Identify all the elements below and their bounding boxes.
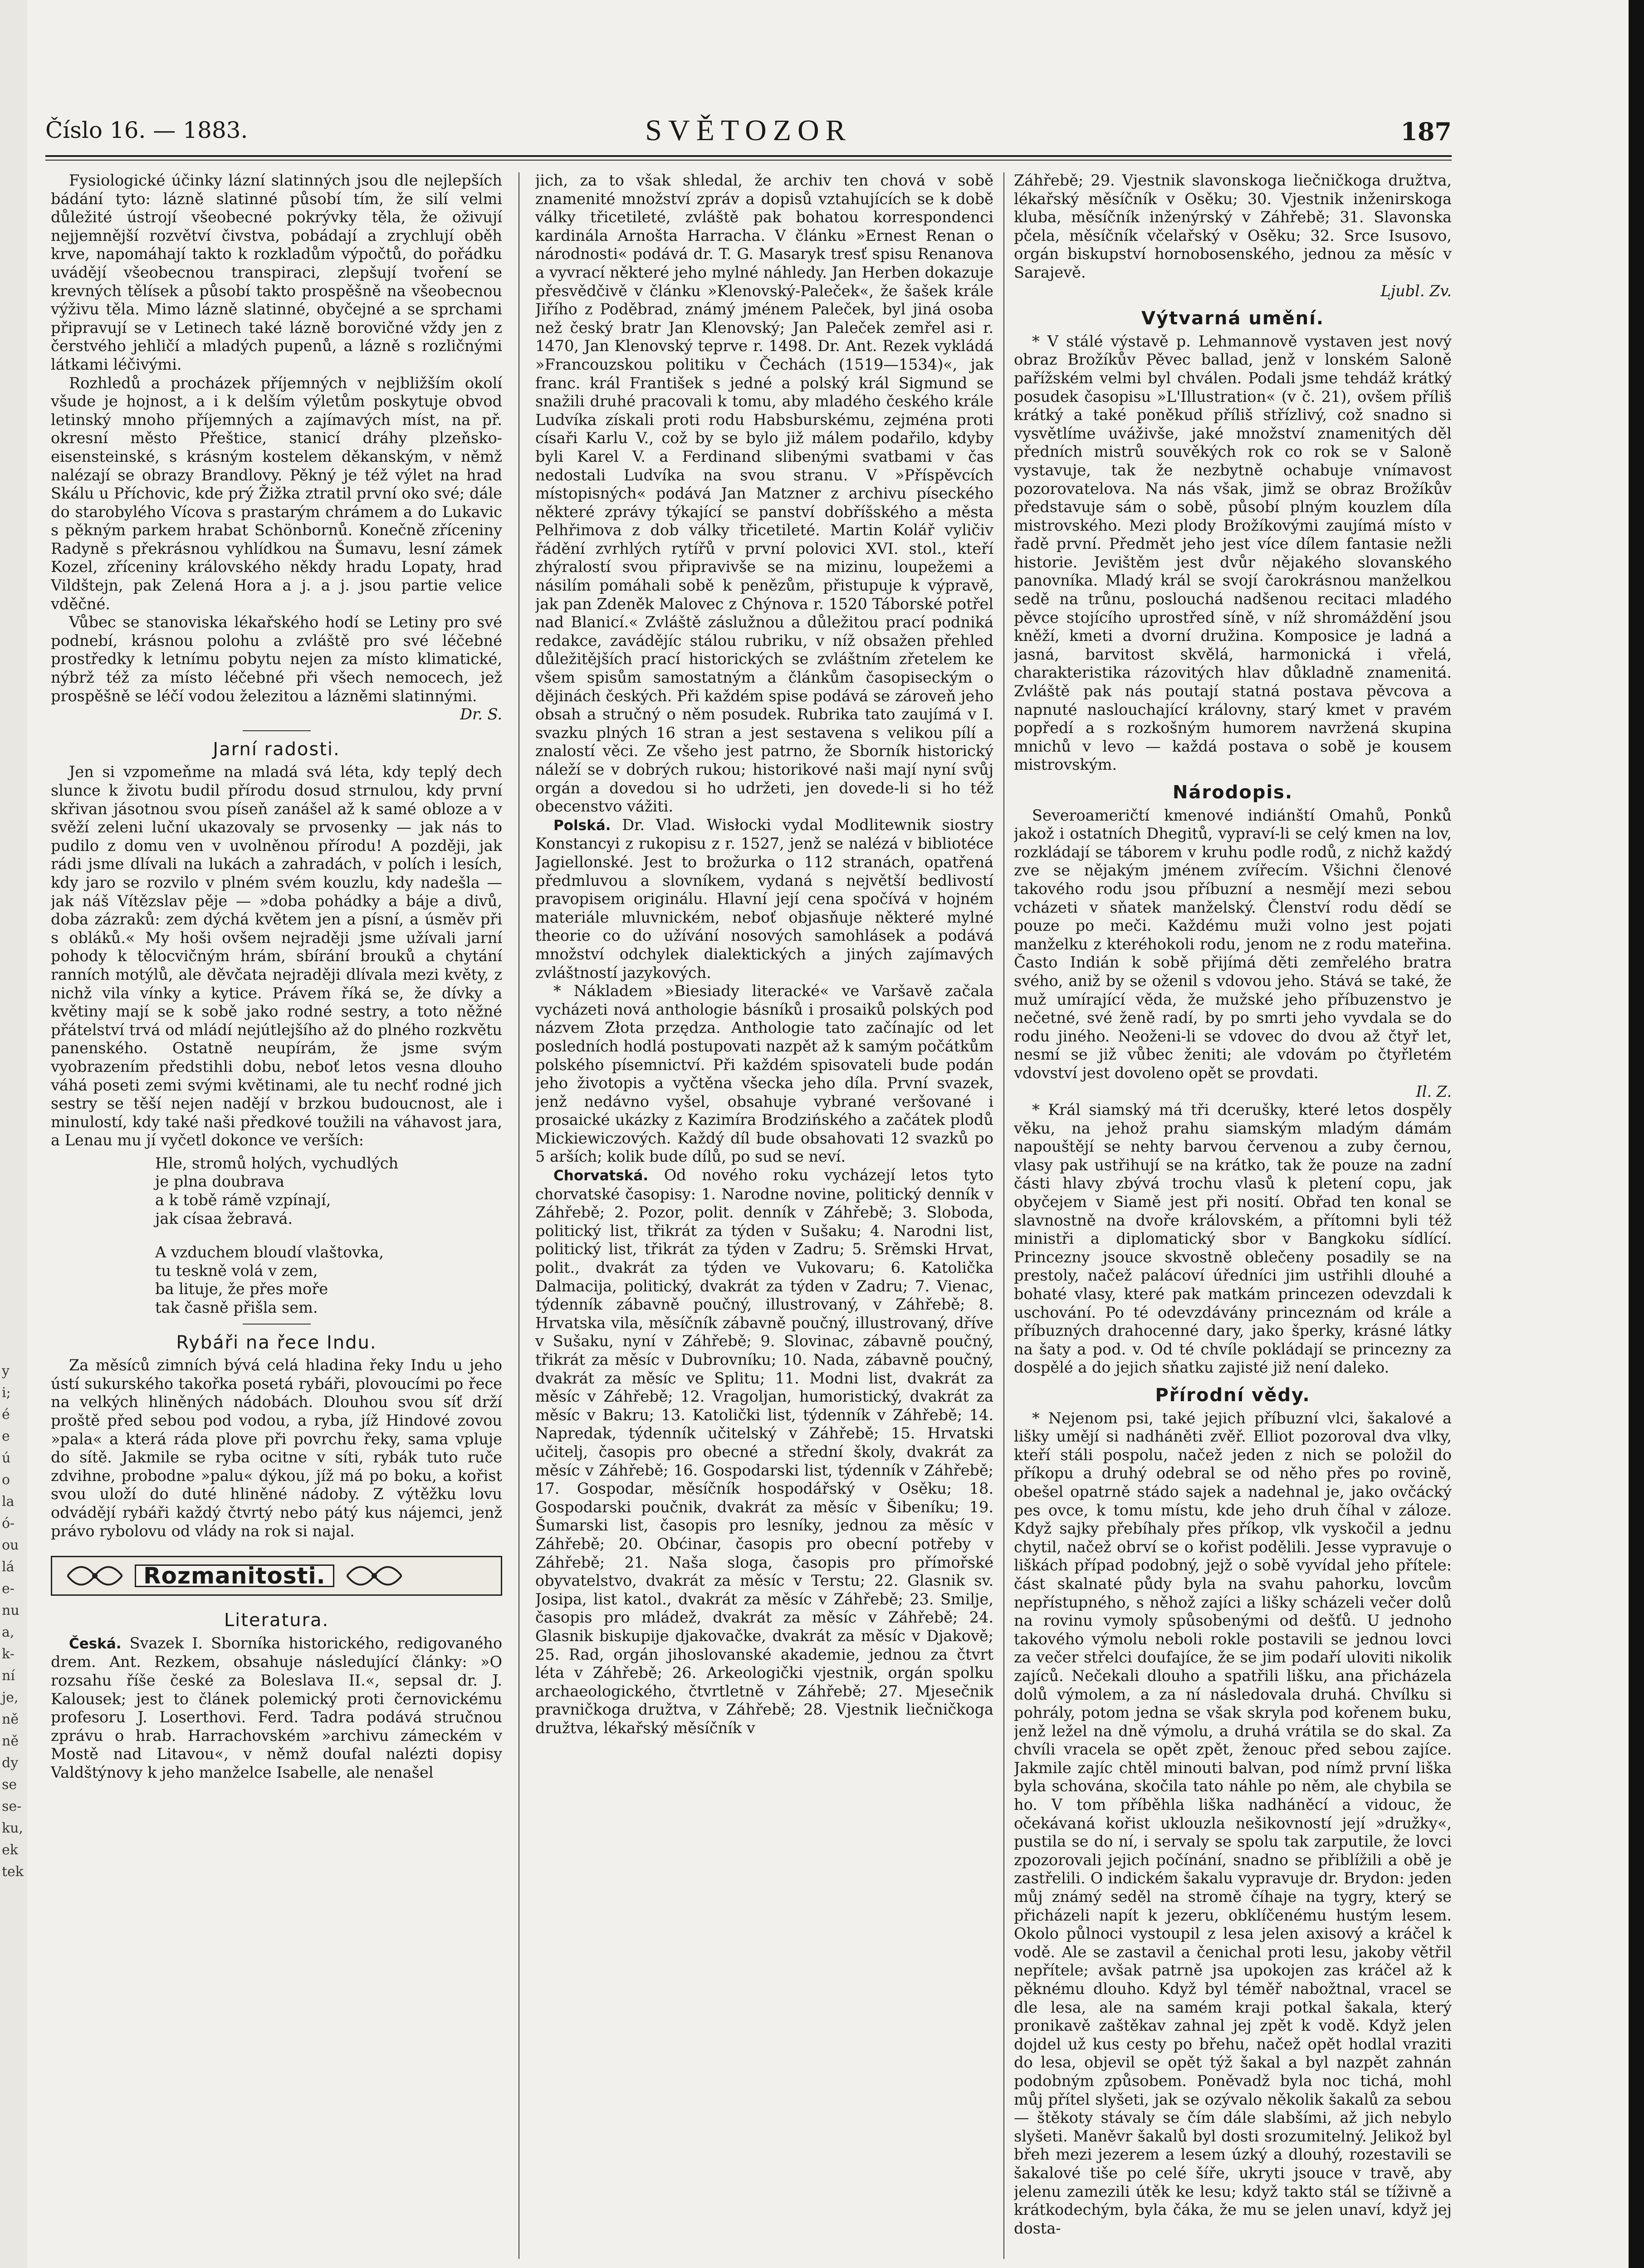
paragraph bbox=[535, 816, 993, 982]
column-1 bbox=[51, 171, 502, 2267]
margin-fragment: e- bbox=[2, 1581, 15, 1597]
margin-fragment: ku, bbox=[2, 1820, 24, 1836]
margin-fragment: tek bbox=[2, 1864, 24, 1880]
paragraph: Rozhledů a procházek příjemných v nejbližším okolí všude je hojnost, a i k delším výletům poskytuje obvod letinský mnoho příjemných a zajímavých míst, na př. okresní město Přeštice, stanicí dráhy plzeňsko-eisensteinské, s krásným kostelem děkanským, v němž nalézají se obrazy Brandlovy. Pěkný je též výlet na hrad Skálu u Příchovic, kde prý Žižka ztratil první oko své; dále do starobylého Vícova s prastarým chrámem a do Lukavic s pěkným parkem hrabat Schönbornů. Konečně zříceniny Radyně s překrásnou vyhlídkou na Šumavu, lesní zámek Kozel, zříceniny královského někdy hradu Lopaty, hrad Vildštejn, pak Zelená Hora a j. a j. jsou partie velice vděčné. bbox=[51, 374, 502, 613]
column-2 bbox=[535, 171, 993, 2267]
section-title-vytvarna-umeni: Výtvarná umění. bbox=[1141, 308, 1324, 329]
margin-fragment: nu bbox=[2, 1603, 20, 1618]
margin-fragment: é bbox=[2, 1407, 10, 1422]
journal-title: SVĚTOZOR bbox=[645, 114, 852, 147]
margin-fragment: y bbox=[2, 1363, 10, 1379]
section-title-prirodni-vedy: Přírodní vědy. bbox=[1155, 1385, 1311, 1406]
paragraph-text: Dr. Vlad. Wisłocki vydal Modlitewnik siostry Konstancyi z rukopisu z r. 1527, jenž se nalézá v bibliotéce Jagiellonské. Jest to brožurka o 112 stranách, opatřená předmluvou a slovníkem, vydaná s největší bedlivostí pravopisem originálu. Hlavní její cena spočívá v hojném materiále mluvnickém, neboť objasňuje některé mylné theorie co do užívání nosových samohlásek a podává množství odchylek dialektických a jiných zajímavých zvláštností jazykových. bbox=[535, 816, 993, 982]
poem-verses bbox=[155, 1154, 502, 1317]
page-number: 187 bbox=[1400, 117, 1452, 146]
paragraph: Záhřebě; 29. Vjestnik slavonskoga liečničkoga družtva, lékařský měsíčník v Osěku; 30. Vjestnik inženirskoga kluba, měsíčník inženýrský v Záhřebě; 31. Slavonska pčela, měsíčník včelařský v Osěku; 32. Srce Isusovo, orgán biskupství hornobosenského, jednou za měsíc v Sarajevě. bbox=[1014, 171, 1452, 281]
margin-fragment: a, bbox=[2, 1624, 15, 1640]
separator bbox=[243, 730, 311, 731]
page-left-edge bbox=[0, 0, 27, 2268]
section-title-rybari: Rybáři na řece Indu. bbox=[176, 1332, 377, 1353]
margin-fragment: ní bbox=[2, 1668, 15, 1684]
margin-fragment: ně bbox=[2, 1711, 19, 1727]
paragraph: * Nejenom psi, také jejich příbuzní vlci, šakalové a lišky umějí si nadháněti zvěř. Elliot pozoroval dva vlky, kteří stáli pospolu, načež jeden z nich se položil do příkopu a druhý odebral se od něho přes po rovině, obešel opatrně stádo sajek a nadehnal je, jako ovčácký pes ovce, k tomu místu, kde jeho druh číhal v záloze. Když sajky přebíhaly přes příkop, vlk vyskočil a jednu chytil, načež obrví se o kořist podělili. Jesse vypravuje o liškách případ podobný, jejž o sobě vyvídal jeho přítele: část skalnaté půdy byla na svahu pahorku, lovcům nepřístupného, s něhož zajíci a lišky scházeli večer dolů na rovinu vymoly spůsobenými od dešťů. U jednoho takového výmolu neboli rokle postavili se jednou lovci za večer střelci doufajíce, že se jim podaří uloviti nikolik zajíců. Nečekali dlouho a spatřili lišku, ana přicházela dolů výmolem, a za ní následovala druhá. Chvílku si pohrály, potom jedna se však skryla pod kořenem buku, jenž ležel na dně výmolu, a druhá vrátila se do skal. Za chvíli vracela se opět zpět, ženouc před sebou zajíce. Jakmile zajíc chtěl minouti balvan, pod nímž první liška byla schována, skočila tato náhle po něm, ale chybila se ho. V tom příběhla liška nadháněcí a vidouc, že očekávaná kořist uklouzla nešikovností její »družky«, pustila se do ní, i servaly se spolu tak zarputile, že lovci zpozorovali jejich počínání, snadno se přiblížili a obě je zastřelili. O indickém šakalu vypravuje dr. Brydon: jeden můj známý seděl na stromě číhaje na tygry, který se přicházeli napít k jezeru, obklíčenému hustým lesem. Okolo půlnoci vystoupil z lesa jelen axisový a kráčel k vodě. Ale se zastavil a čenichal proti lesu, jakoby větřil nepřítele; avšak patrně jsa upokojen zas kráčel až k pěknému dlouho. Když byl téměř nabožtnal, vracel se dle lesa, ale na samém kraji potkal šakala, který pronikavě zaštěkav zahnal jej zpět k vodě. Když jelen dojdel už kus cesty po břehu, načež opět hodlal vraziti do lesa, objevil se opět týž šakal a byl nazpět zahnán podobným způsobem. Poněvadž byla noc tichá, mohl můj přítel slyšeti, jak se ozývalo několik šakalů za sebou — štěkoty stávaly se čím dále slabšími, až jich nebylo slyšeti. Maněvr šakalů byl dosti srozumitelný. Jelikož byl břeh mezi jezerem a lesem úzký a dlouhý, rozestavili se šakalové tiše po celé šíře, ukryti jsouce v travě, aby jelenu zamezili útěk ke lesu; když takto stál se tíživně a krátkodechým, byla čáka, že mu se jelen unaví, když jej dosta- bbox=[1014, 1409, 1452, 2237]
banner-title: Rozmanitosti. bbox=[135, 1564, 334, 1588]
signature: Ljubl. Zv. bbox=[1380, 282, 1452, 300]
margin-fragment: ou bbox=[2, 1537, 19, 1553]
margin-fragment: i; bbox=[2, 1385, 11, 1401]
verse-line: Hle, stromů holých, vychudlých bbox=[155, 1154, 399, 1172]
ornament-icon bbox=[342, 1562, 406, 1590]
ornament-icon bbox=[63, 1562, 127, 1590]
paragraph: Fysiologické účinky lázní slatinných jsou dle nejlepších bádání tyto: lázně slatinné působí tím, že silí velmi důležité ústrojí všeobecné pokrývky těla, že oživují nejjemnější rozvětví čivstva, pobádají a zrychlují oběh krve, napomáhají takto k rozkladům výpočtů, do pořádku uvádějí všeobecnou transpiraci, zlepšují tvoření se krevných tělísek a působí takto prospěšně na všeobecnou výživu těla. Mimo lázně slatinné, obyčejné a se sprchami připravují se v Letinech také lázně borovičné vždy jen z čerstvého jehličí a mladých pupenů, a lázně s rozličnými látkami léčivými. bbox=[51, 171, 502, 373]
margin-fragment: ó- bbox=[2, 1515, 15, 1531]
paragraph bbox=[535, 1166, 993, 1737]
section-title-narodopis: Národopis. bbox=[1172, 782, 1293, 803]
run-in-heading-ceska: Česká. bbox=[69, 1635, 122, 1652]
margin-fragment: o bbox=[2, 1472, 10, 1488]
paragraph: * Nákladem »Biesiady literacké« ve Varšavě začala vycházeti nová anthologie básníků i prosaiků polských pod názvem Złota przędza. Anthologie tato začínajíc od let posledních hodlá postupovati nazpět až k samým počátkům polského písemnictví. Při každém spisovateli bude podán jeho životopis a vyčtěna všecka jeho díla. První svazek, jenž nedávno vyšel, obsahuje vybrané veršované i prosaické ukázky z Kazimíra Brodzińského a začátek plodů Mickiewiczových. Každý díl bude obsahovati 12 svazků po 5 arších; kolik bude dílů, po sud se neví. bbox=[535, 982, 993, 1166]
paragraph: Severoameričtí kmenové indiánští Omahů, Ponků jakož i ostatních Dhegitů, vypraví-li se celý kmen na lov, rozkládají se táborem v kruhu podle rodů, z nichž každý zve se nějakým jménem zvířecím. Všichni členové takového rodu jsou příbuzní a nesmějí mezi sebou vcházeti v sňatek manželský. Členství rodu dědí se pouze po meči. Každému muži volno jest pojati manželku z kteréhokoli rodu, jenom ne z rodu mateřina. Často Indián k sobě přijímá děti zemřelého bratra svého, aniž by se oženil s vdovou jeho. Stává se také, že muž umírající věda, že mužské jeho příbuzenstvo je nečetné, své ženě radí, by po smrti jeho vyvdala se do rodu jiného. Neoženi-li se vdovec do dvou až čtyř let, nesmí se již vůbec ženiti; ale vdovám po čtyřletém vdovství jest dovoleno opět se provdati. bbox=[1014, 806, 1452, 1082]
margin-fragment: se bbox=[2, 1777, 17, 1793]
section-title-literatura: Literatura. bbox=[224, 1610, 329, 1631]
verse-line: tak časně přišla sem. bbox=[155, 1299, 318, 1317]
margin-fragment: ú bbox=[2, 1450, 11, 1466]
section-title-jarni-radosti: Jarní radosti. bbox=[213, 738, 340, 760]
paragraph: * V stálé výstavě p. Lehmannově vystaven jest nový obraz Brožíkův Pěvec ballad, jenž v lonském Saloně pařížském velmi byl chválen. Podali jsme tehdáž krátký posudek časopisu »L'Illustration« (v č. 21), ovšem příliš krátký a také poněkud příliš střízlivý, což snadno si vysvětlíme uváživše, jaké množství znamenitých děl předních mistrů souvěkých rok co rok se v Saloně vystavuje, tak že nezbytně ochabuje vnímavost pozorovatelova. Na nás však, jimž se obraz Brožíkův představuje sám o sobě, působí plným kouzlem díla mistrovského. Mezi plody Brožíkovými zaujímá místo v řadě první. Předmět jeho jest více dílem fantasie nežli historie. Jevištěm jest dvůr nějakého slovanského panovníka. Mladý král se svojí čarokrásnou manželkou sedě na trůnu, poslouchá nadšenou recitaci mladého pěvce stojícího uprostřed síně, v níž shromáždění jsou kněží, kmeti a dvorní družina. Komposice je ladná a jasná, barvitost skvělá, harmonická i vřelá, charakteristika rázovitých hlav důkladně znamenitá. Zvláště pak nás poutají statná postava pěvcova a napnuté naslouchající královny, starý kmet v pravém popředí a s rozkošným humorem navržená skupina mnichů v levo — každá postava o sobě je kousem mistrovským. bbox=[1014, 332, 1452, 774]
run-in-heading-chorvatska: Chorvatská. bbox=[553, 1168, 649, 1184]
column-3 bbox=[1014, 171, 1452, 2267]
margin-fragment: ně bbox=[2, 1733, 19, 1749]
issue-number: Číslo 16. — 1883. bbox=[45, 117, 248, 143]
left-margin-text-fragments bbox=[2, 1361, 24, 1883]
paragraph: Za měsíců zimních bývá celá hladina řeky Indu u jeho ústí sukurského takořka posetá rybáři, plovoucími po řece na velkých hliněných nádobách. Dlouhou svou síť drží proště před sebou pod vodou, a ryba, jíž Hindové zovou »pala« a která ráda plove při povrchu řeky, sama vpluje do sítě. Jakmile se ryba ocitne v síti, rybák tuto ruče zdvihne, probodne »palu« dýkou, jíž má po boku, a kořist svou uloží do duté hliněné nádoby. Z výtěžku lovu odvádějí rybáři každý čtvrtý nebo pátý kus nájemci, jenž právo rybolovu od vlády na rok si najal. bbox=[51, 1356, 502, 1540]
paragraph-text: Od nového roku vycházejí letos tyto chorvatské časopisy: 1. Narodne novine, politický denník v Záhřebě; 2. Pozor, polit. denník v Záhřebě; 3. Sloboda, politický list, třikrát za týden v Sušaku; 4. Narodni list, politický list, třikrát za týden v Zadru; 5. Srěmski Hrvat, polit., dvakrát za týden ve Vukovaru; 6. Katolička Dalmacija, politický, dvakrát za týden v Zadru; 7. Vienac, týdenník zábavně poučný, illustrovaný, v Záhřebě; 8. Hrvatska vila, měsíčník zábavně poučný, illustrovaný, dříve v Sušaku, nyní v Záhřebě; 9. Slovinac, zábavně poučný, třikrát za měsíc v Dubrovníku; 10. Nada, zábavně poučný, dvakrát za měsíc ve Splitu; 11. Modni list, dvakrát za měsíc v Záhřebě; 12. Vragoljan, humoristický, dvakrát za měsíc v Bakru; 13. Katolički list, týdenník v Záhřebě; 14. Napredak, týdenník učitelský v Záhřebě; 15. Hrvatski učitelj, časopis pro obecné a střední školy, dvakrát za měsíc v Záhřebě; 16. Gospodarski list, týdenník v Záhřebě; 17. Gospodar, měsíčník hospodářský v Osěku; 18. Gospodarski poučnik, dvakrát za měsíc v Šibeníku; 19. Šumarski list, časopis pro lesníky, jednou za měsíc v Záhřebě; 20. Obćinar, časopis pro obecní potřeby v Záhřebě; 21. Naša sloga, časopis pro přímořské obyvatelstvo, dvakrát za měsíc v Terstu; 22. Glasnik sv. Josipa, list katol., dvakrát za měsíc v Záhřebě; 23. Smilje, časopis pro mládež, dvakrát za měsíc v Záhřebě; 24. Glasnik biskupije djakovačke, dvakrát za měsíc v Djakově; 25. Rad, orgán jihoslovanské akademie, jednou za čtvrt léta v Záhřebě; 26. Arkeologički vjestnik, orgán spolku archaeologického, čtvrtletně v Záhřebě; 27. Mjesečnik pravničkoga družtva, v Záhřebě; 28. Vjestnik liečničkoga družtva, lékařský měsíčník v bbox=[535, 1166, 993, 1737]
signature: Il. Z. bbox=[1416, 1082, 1452, 1100]
margin-fragment: la bbox=[2, 1494, 15, 1510]
verse-line: a k tobě rámě vzpínají, bbox=[155, 1191, 331, 1209]
verse-line: jak císaa žebravá. bbox=[155, 1209, 293, 1227]
verse-line: je plna doubrava bbox=[155, 1173, 284, 1191]
paragraph: Vůbec se stanoviska lékařského hodí se Letiny pro své podnebí, krásnou polohu a zvláště pro své léčebné prostředky k letnímu pobytu nejen za místo klimatické, nýbrž též za místo léčebné při všech nemocech, jež prospěšně se léčí vodou železitou a lázněmi slatinnými. bbox=[51, 613, 502, 705]
margin-fragment: e bbox=[2, 1428, 10, 1444]
margin-fragment: je, bbox=[2, 1690, 19, 1706]
margin-fragment: dy bbox=[2, 1755, 19, 1771]
verse-line: ba lituje, že přes moře bbox=[155, 1280, 328, 1298]
signature: Dr. S. bbox=[460, 705, 502, 723]
paragraph-text: Svazek I. Sborníka historického, redigovaného drem. Ant. Rezkem, obsahuje následující články: »O rozsahu říše české za Boleslava II.«, sepsal dr. J. Kalousek; jest to článek polemický proti černovickému profesoru J. Loserthovi. Ferd. Tadra podává stručnou zprávu o hrab. Harrachovském »archivu zámeckém v Mostě nad Litavou«, v němž doufal nalézti dopisy Valdštýnovy k jeho manželce Isabelle, ale nenašel bbox=[51, 1634, 502, 1781]
verse-line: A vzduchem bloudí vlaštovka, bbox=[155, 1243, 384, 1261]
paragraph: jich, za to však shledal, že archiv ten chová v sobě znamenité množství zpráv a dopisů vztahujících se k době války třicetileté, zvláště pak bohatou korrespondenci kardinála Arnošta Harracha. V článku »Ernest Renan o národnosti« podává dr. T. G. Masaryk tresť spisu Renanova a vyvrací některé jeho mylné náhledy. Jan Herben dokazuje přesvědčivě v článku »Klenovský-Paleček«, že šašek krále Jiřího z Poděbrad, známý jménem Paleček, byl jiná osoba než český bratr Jan Klenovský; Jan Paleček zemřel asi r. 1470, Jan Klenovský teprve r. 1498. Dr. Ant. Rezek vykládá »Francouzskou politiku v Čechách (1519—1534)«, jak franc. král František s jedné a polský král Sigmund se snažili druhé pracovali k tomu, aby mladého českého krále Ludvíka získali proti rodu Habsburskému, zejména proti císaři Karlu V., což by se bylo již málem podařilo, kdyby byli Karel V. a Ferdinand slibenými svatbami v čas nedostali Ludvíka na svou stranu. V »Příspěvcích místopisných« podává Jan Matzner z archivu píseckého některé zprávy týkající se panství dobříšského a města Pelhřimova z dob války třicetileté. Martin Kolář vyličiv řádění zvrhlých rytířů v první polovici XVI. stol., kteří zhýralostí svou připravivše se na mizinu, loupežemi a násilím pomáhali sobě k penězům, přistupuje k výpravě, jak pan Zdeněk Malovec z Chýnova r. 1520 Táborské potřel nad Blanicí.« Zvláště záslužnou a důležitou prací podniká redakce, zavádějíc stálou rubriku, v níž obsažen přehled důležitějších prací historických se zvláštním zřetelem ke všem spisům samostatným a článkům časopiseckým o dějinách českých. Při každém spise podává se zároveň jeho obsah a stručný o něm posudek. Rubrika tato zaujímá v I. svazku plných 16 stran a jest sestavena s velikou pílí a znalostí věci. Ze všeho jest patrno, že Sborník historický náleží se v dobrých rukou; historikové naši mají nyní svůj orgán a dovedou si ho udržeti, jen dovede-li si ho též obecenstvo vážiti. bbox=[535, 171, 993, 816]
header-rule bbox=[45, 155, 1452, 157]
paragraph: Jen si vzpomeňme na mladá svá léta, kdy teplý dech slunce k životu budil přírodu dosud strnulou, kdy první skřivan jásotnou svou píseň zanášel až k samé obloze a v svěží zeleni luční ukazovaly se prvosenky — jak nás to pudilo z domu ven v uvolněnou přírodu! A později, jak rádi jsme dlívali na lukách a zahradách, v polích i lesích, kdy jaro se rozvilo v plném svém kouzlu, kdy nadešla — jak náš Vítězslav pěje — »doba pohádky a báje a divů, doba zázraků: zem dýchá květem jen a písní, a úsměv při s obláků.« My hoši ovšem nejraději jsme užívali jarní pohody k tělocvičným hrám, sbírání brouků a chytání ranních motýlů, ale děvčata nejraději dlívala mezi květy, z nichž vila vínky a kytice. Právem říká se, že dívky a květiny mají se k sobě jako rodné sestry, a toto něžné přátelství trvá od mládí nejútlejšího až do plného rozkvětu panenského. Ostatně neupírám, že jsme svým vyobrazením předstihli dobu, neboť letos vesna dlouho váhá poseti zemi svými květinami, ale tu nechť rodné jich sestry se těší nejen nadějí v brzkou budoucnost, ale i minulostí, kdy také naši předkové toužili na váhavost jara, a Lenau mu jí vyčetl dokonce ve verších: bbox=[51, 763, 502, 1149]
header-rule-thin bbox=[45, 160, 1452, 161]
separator bbox=[243, 1324, 311, 1325]
verse-line: tu teskně volá v zem, bbox=[155, 1261, 318, 1280]
column-divider bbox=[1003, 172, 1004, 2259]
margin-fragment: k- bbox=[2, 1646, 15, 1662]
paragraph bbox=[51, 1634, 502, 1782]
margin-fragment: lá bbox=[2, 1559, 15, 1575]
page-header bbox=[45, 113, 1452, 154]
paragraph: * Král siamský má tři dcerušky, které letos dospěly věku, na jehož prahu siamským mladým dámám napouštějí se nehty barvou červenou a zuby černou, vlasy pak ustřihují se na krátko, tak že pouze na zadní části hlavy zbývá trochu vlasů k pletení copu, jak obyčejem v Siamě jest při nosití. Obřad ten konal se slavnostně na dvoře královském, a přítomni byli též ministři a diplomatický sbor v Bangkoku sídlící. Princezny jsouce skvostně oblečeny posadily se na prestoly, načež palácoví úředníci jim ustřihli dlouhé a bohaté vlasy, které pak matkám princezen odevzdali k uschování. Po té odevzdávány princeznám od krále a příbuzných drahocenné dary, jako šperky, krásné látky na šaty a pod. v. Od té chvíle pokládají se princezny za dospělé a do jejich sňatku zajisté již není daleko. bbox=[1014, 1101, 1452, 1377]
margin-fragment: se- bbox=[2, 1799, 22, 1814]
run-in-heading-polska: Polská. bbox=[553, 817, 611, 834]
margin-fragment: ek bbox=[2, 1842, 18, 1858]
page-right-edge bbox=[1629, 0, 1644, 2268]
rozmanitosti-banner bbox=[51, 1556, 502, 1596]
